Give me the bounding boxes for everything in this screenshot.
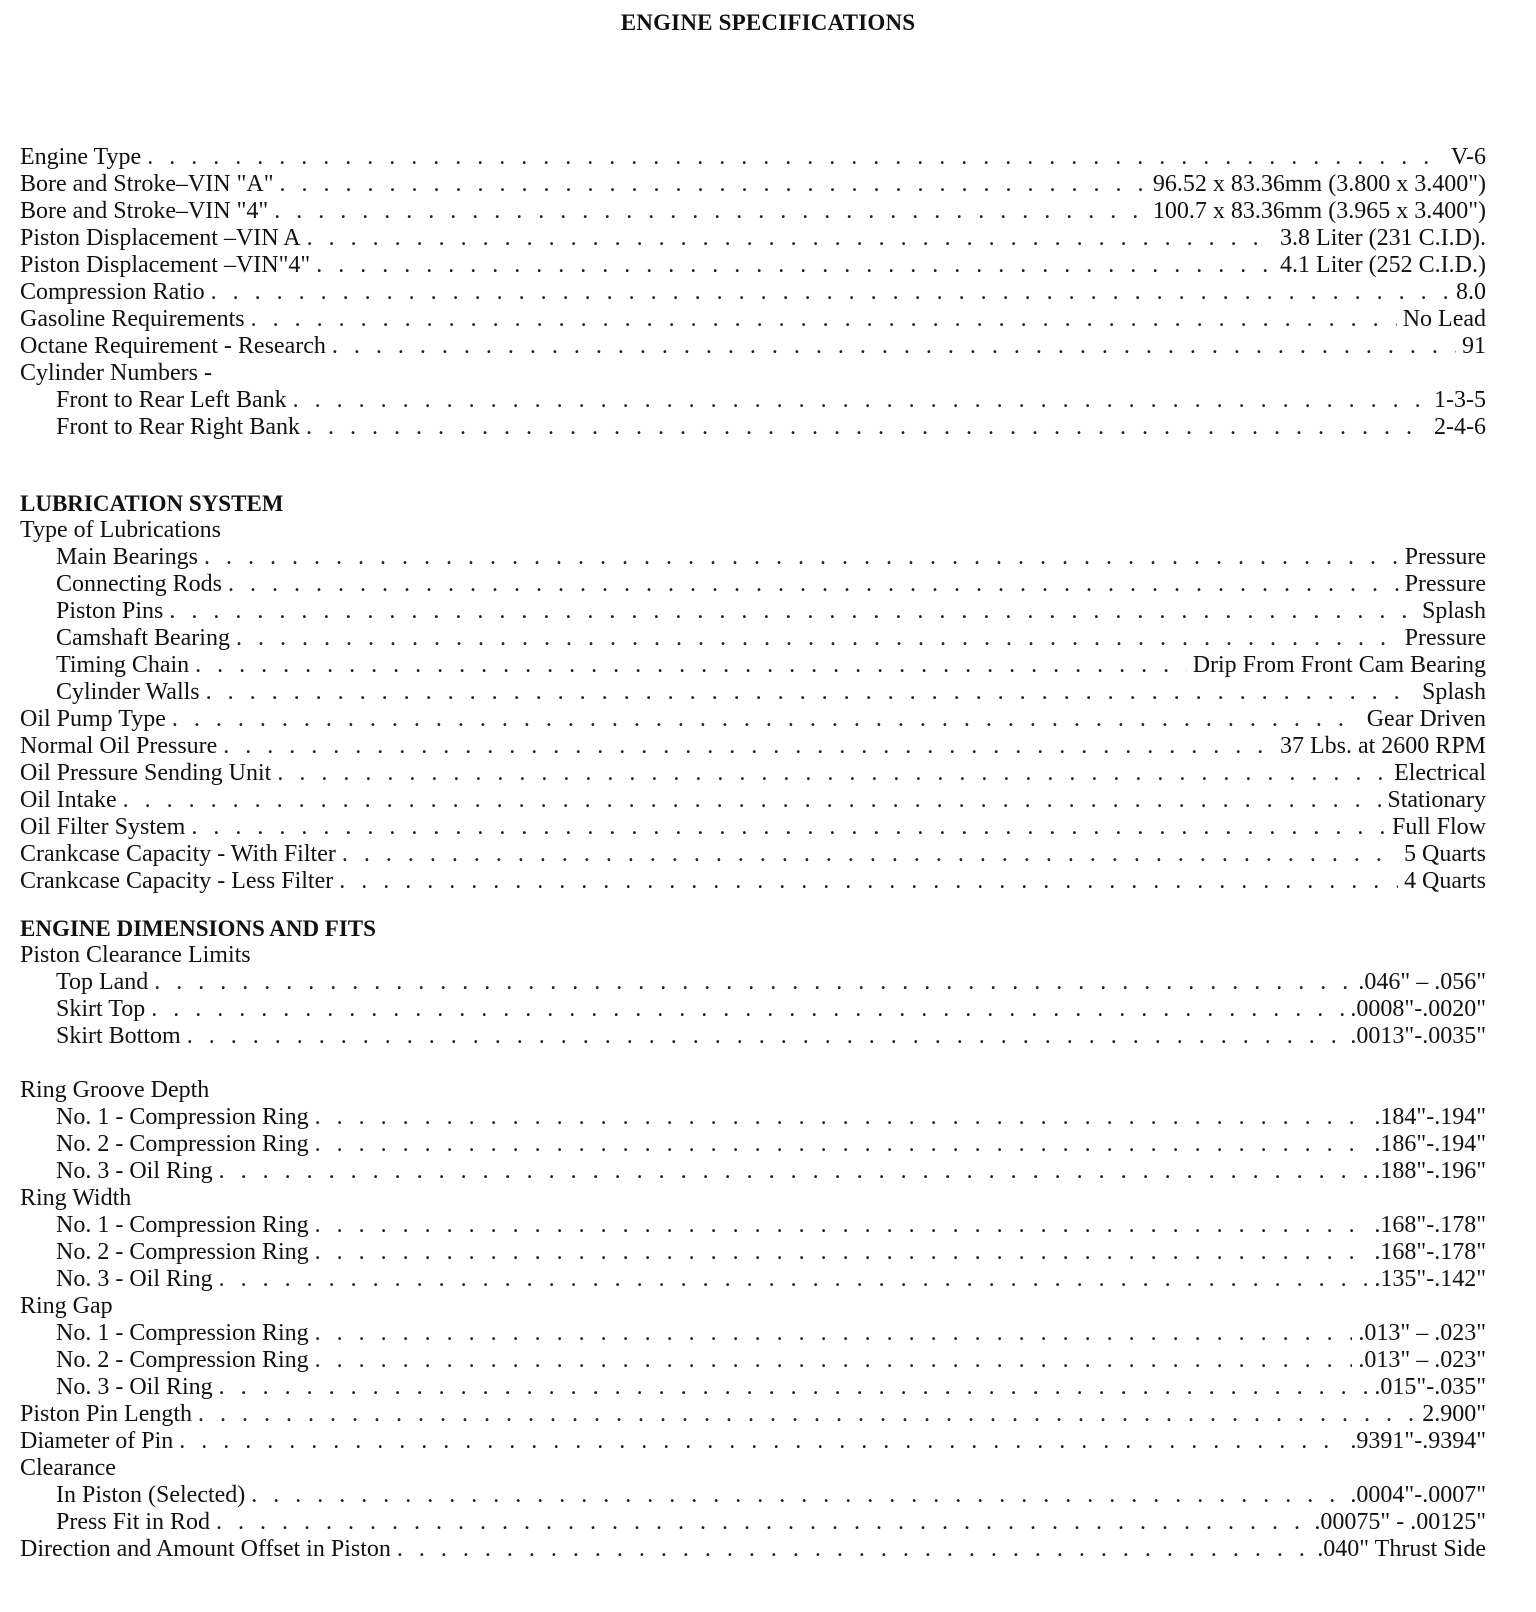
dot-leader (147, 144, 1445, 171)
spec-label: No. 2 - Compression Ring (56, 1347, 309, 1373)
spec-row (20, 706, 1486, 733)
spec-value: 37 Lbs. at 2600 RPM (1279, 733, 1486, 759)
dot-leader (307, 225, 1274, 252)
spec-value: .168"-.178" (1374, 1212, 1486, 1238)
spec-label: Timing Chain (56, 652, 190, 678)
spec-label: No. 1 - Compression Ring (56, 1212, 309, 1238)
spec-label: Main Bearings (56, 544, 198, 570)
spec-label: No. 3 - Oil Ring (56, 1158, 213, 1184)
spec-row (20, 1266, 1486, 1293)
spec-row (20, 1212, 1486, 1239)
spec-value: 4 Quarts (1404, 868, 1486, 894)
spec-value: Full Flow (1391, 814, 1486, 840)
spec-value: No Lead (1402, 306, 1486, 332)
section-heading-lubrication: LUBRICATION SYSTEM (20, 491, 284, 516)
spec-row (20, 996, 1486, 1023)
spec-value: Stationary (1387, 787, 1486, 813)
spec-row (20, 1482, 1486, 1509)
spec-row (20, 868, 1486, 895)
dot-leader (216, 1509, 1308, 1536)
spec-label: Connecting Rods (56, 571, 222, 597)
spec-label: Crankcase Capacity - Less Filter (20, 868, 334, 894)
spec-row (20, 225, 1486, 252)
spec-label: Front to Rear Left Bank (56, 387, 287, 413)
spec-value: Pressure (1404, 571, 1486, 597)
dot-leader (198, 1401, 1416, 1428)
spec-value: Electrical (1394, 760, 1486, 786)
section-heading-dimensions: ENGINE DIMENSIONS AND FITS (20, 916, 376, 941)
spec-value: 96.52 x 83.36mm (3.800 x 3.400") (1152, 171, 1486, 197)
spec-value: .186"-.194" (1374, 1131, 1486, 1157)
dot-leader (315, 1347, 1353, 1374)
spec-row (20, 333, 1486, 360)
dot-leader (315, 1131, 1369, 1158)
spec-value: .0008"-.0020" (1350, 996, 1486, 1022)
piston-clearance-list (20, 942, 1486, 1050)
spec-label: No. 1 - Compression Ring (56, 1104, 309, 1130)
spec-value: 1-3-5 (1434, 387, 1486, 413)
spec-value: .0004"-.0007" (1350, 1482, 1486, 1508)
spec-row (20, 517, 1486, 544)
spec-row (20, 841, 1486, 868)
spec-value: 8.0 (1456, 279, 1486, 305)
spec-row (20, 414, 1486, 441)
spec-row (20, 279, 1486, 306)
spec-value: .046" – .056" (1358, 969, 1486, 995)
dot-leader (219, 1158, 1369, 1185)
spec-row (20, 1293, 1486, 1320)
dot-leader (154, 969, 1352, 996)
spec-value: 2-4-6 (1434, 414, 1486, 440)
spec-label: Piston Clearance Limits (20, 942, 251, 968)
dot-leader (219, 1374, 1369, 1401)
dot-leader (277, 760, 1388, 787)
spec-label: No. 3 - Oil Ring (56, 1266, 213, 1292)
spec-label: Ring Groove Depth (20, 1077, 210, 1103)
spec-label: No. 3 - Oil Ring (56, 1374, 213, 1400)
spec-row (20, 1401, 1486, 1428)
lubrication-spec-list (20, 517, 1486, 895)
dot-leader (315, 1212, 1369, 1239)
spec-label: Oil Pressure Sending Unit (20, 760, 272, 786)
spec-row (20, 787, 1486, 814)
spec-label: Oil Pump Type (20, 706, 166, 732)
dot-leader (251, 306, 1397, 333)
spec-row (20, 1239, 1486, 1266)
spec-row (20, 1104, 1486, 1131)
dot-leader (397, 1536, 1311, 1563)
spec-value: .9391"-.9394" (1350, 1428, 1486, 1454)
section-gap (20, 1050, 1486, 1077)
spec-row (20, 571, 1486, 598)
page-title: ENGINE SPECIFICATIONS (620, 10, 916, 35)
dot-leader (315, 1320, 1353, 1347)
spec-row (20, 144, 1486, 171)
spec-value: V-6 (1450, 144, 1486, 170)
dot-leader (211, 279, 1450, 306)
spec-row (20, 598, 1486, 625)
spec-label: In Piston (Selected) (56, 1482, 246, 1508)
dot-leader (223, 733, 1274, 760)
spec-row (20, 1455, 1486, 1482)
spec-label: Crankcase Capacity - With Filter (20, 841, 336, 867)
spec-label: Bore and Stroke–VIN "A" (20, 171, 274, 197)
dot-leader (293, 387, 1428, 414)
spec-value: Splash (1421, 679, 1486, 705)
dot-leader (191, 814, 1386, 841)
spec-label: Skirt Bottom (56, 1023, 181, 1049)
spec-label: No. 2 - Compression Ring (56, 1239, 309, 1265)
spec-label: Octane Requirement - Research (20, 333, 326, 359)
spec-value: Drip From Front Cam Bearing (1192, 652, 1486, 678)
spec-label: Piston Pin Length (20, 1401, 193, 1427)
spec-value: 3.8 Liter (231 C.I.D). (1280, 225, 1486, 251)
dot-leader (219, 1266, 1369, 1293)
dot-leader (236, 625, 1399, 652)
spec-label: Cylinder Walls (56, 679, 200, 705)
spec-value: .013" – .023" (1358, 1347, 1486, 1373)
dot-leader (316, 252, 1274, 279)
spec-row (20, 171, 1486, 198)
spec-value: .013" – .023" (1358, 1320, 1486, 1346)
spec-value: Gear Driven (1366, 706, 1486, 732)
dot-leader (228, 571, 1399, 598)
dot-leader (339, 868, 1398, 895)
spec-row (20, 733, 1486, 760)
spec-value: .0013"-.0035" (1350, 1023, 1486, 1049)
spec-label: Piston Pins (56, 598, 164, 624)
spec-value: Pressure (1404, 625, 1486, 651)
spec-row (20, 942, 1486, 969)
dot-leader (332, 333, 1456, 360)
spec-value: .015"-.035" (1374, 1374, 1486, 1400)
spec-value: .135"-.142" (1374, 1266, 1486, 1292)
dot-leader (169, 598, 1416, 625)
spec-label: No. 1 - Compression Ring (56, 1320, 309, 1346)
dot-leader (204, 544, 1399, 571)
spec-row (20, 1158, 1486, 1185)
spec-label: Ring Gap (20, 1293, 113, 1319)
spec-value: .184"-.194" (1374, 1104, 1486, 1130)
spec-row (20, 1023, 1486, 1050)
spec-label: Compression Ratio (20, 279, 205, 305)
spec-label: Skirt Top (56, 996, 146, 1022)
spec-row (20, 1131, 1486, 1158)
spec-label: Bore and Stroke–VIN "4" (20, 198, 269, 224)
spec-value: 4.1 Liter (252 C.I.D.) (1280, 252, 1486, 278)
dot-leader (274, 198, 1147, 225)
spec-row (20, 1509, 1486, 1536)
spec-row (20, 1077, 1486, 1104)
spec-row (20, 544, 1486, 571)
dimensions-section (20, 915, 1486, 1563)
spec-value: 5 Quarts (1404, 841, 1486, 867)
spec-value: Pressure (1404, 544, 1486, 570)
spec-label: Piston Displacement –VIN A (20, 225, 301, 251)
spec-label: Oil Intake (20, 787, 117, 813)
dot-leader (206, 679, 1416, 706)
spec-label: Top Land (56, 969, 149, 995)
spec-row (20, 1185, 1486, 1212)
spec-label: Clearance (20, 1455, 116, 1481)
dot-leader (187, 1023, 1345, 1050)
dot-leader (280, 171, 1147, 198)
spec-row (20, 360, 1486, 387)
spec-label: Direction and Amount Offset in Piston (20, 1536, 391, 1562)
spec-row (20, 625, 1486, 652)
spec-label: Ring Width (20, 1185, 132, 1211)
general-spec-list (20, 144, 1486, 441)
spec-label: Cylinder Numbers - (20, 360, 212, 386)
dot-leader (195, 652, 1187, 679)
spec-value: .168"-.178" (1374, 1239, 1486, 1265)
spec-label: Piston Displacement –VIN"4" (20, 252, 311, 278)
spec-label: Normal Oil Pressure (20, 733, 218, 759)
dot-leader (123, 787, 1382, 814)
spec-row (20, 1374, 1486, 1401)
spec-value: Splash (1421, 598, 1486, 624)
spec-row (20, 1536, 1486, 1563)
spec-label: Camshaft Bearing (56, 625, 230, 651)
dot-leader (306, 414, 1428, 441)
dot-leader (315, 1239, 1369, 1266)
spec-label: Engine Type (20, 144, 142, 170)
spec-label: Oil Filter System (20, 814, 186, 840)
spec-row (20, 1320, 1486, 1347)
spec-row (20, 306, 1486, 333)
spec-row (20, 1347, 1486, 1374)
spec-row (20, 814, 1486, 841)
dot-leader (251, 1482, 1344, 1509)
spec-label: Type of Lubrications (20, 517, 221, 543)
spec-label: Press Fit in Rod (56, 1509, 211, 1535)
spec-value: .040" Thrust Side (1317, 1536, 1486, 1562)
spec-label: Gasoline Requirements (20, 306, 245, 332)
spec-value: 2.900" (1422, 1401, 1486, 1427)
spec-row (20, 198, 1486, 225)
spec-label: Front to Rear Right Bank (56, 414, 300, 440)
spec-value: .188"-.196" (1374, 1158, 1486, 1184)
spec-value: 91 (1462, 333, 1486, 359)
spec-label: No. 2 - Compression Ring (56, 1131, 309, 1157)
lubrication-section (20, 490, 1486, 895)
dot-leader (151, 996, 1344, 1023)
rings-spec-list (20, 1077, 1486, 1563)
spec-label: Diameter of Pin (20, 1428, 174, 1454)
spec-row (20, 652, 1486, 679)
dot-leader (172, 706, 1361, 733)
spec-row (20, 679, 1486, 706)
spec-row (20, 1428, 1486, 1455)
spec-row (20, 252, 1486, 279)
spec-row (20, 760, 1486, 787)
dot-leader (315, 1104, 1369, 1131)
spec-value: .00075" - .00125" (1314, 1509, 1486, 1535)
dot-leader (342, 841, 1398, 868)
spec-value: 100.7 x 83.36mm (3.965 x 3.400") (1152, 198, 1486, 224)
spec-row (20, 387, 1486, 414)
dot-leader (179, 1428, 1344, 1455)
spec-row (20, 969, 1486, 996)
